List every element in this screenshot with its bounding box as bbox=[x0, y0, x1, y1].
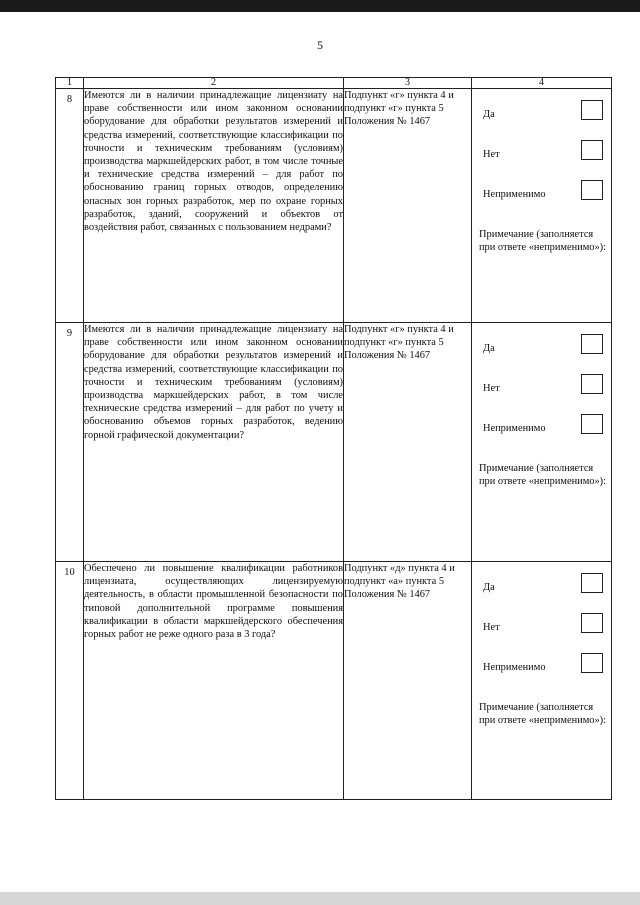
legal-reference: Подпункт «г» пункта 4 и подпункт «г» пункта 5 Положения № 1467 bbox=[344, 89, 472, 323]
row-number: 10 bbox=[56, 562, 84, 800]
scan-bottom-edge bbox=[0, 892, 640, 905]
option-yes-label: Да bbox=[483, 582, 495, 593]
option-no bbox=[472, 134, 611, 174]
option-no-label: Нет bbox=[483, 383, 500, 394]
legal-reference: Подпункт «д» пункта 4 и подпункт «а» пункта 5 Положения № 1467 bbox=[344, 562, 472, 800]
scan-top-border bbox=[0, 0, 640, 12]
row-number: 9 bbox=[56, 323, 84, 562]
legal-reference: Подпункт «г» пункта 4 и подпункт «г» пункта 5 Положения № 1467 bbox=[344, 323, 472, 562]
answer-cell bbox=[472, 562, 612, 800]
note-text: Примечание (заполняется при ответе «неприменимо»): bbox=[479, 229, 607, 254]
option-yes bbox=[472, 567, 611, 607]
option-yes-label: Да bbox=[483, 109, 495, 120]
note-text: Примечание (заполняется при ответе «неприменимо»): bbox=[479, 702, 607, 727]
option-not-applicable-label: Неприменимо bbox=[483, 189, 546, 200]
header-row bbox=[56, 78, 612, 89]
option-yes-label: Да bbox=[483, 343, 495, 354]
no-checkbox[interactable] bbox=[581, 374, 603, 394]
option-no bbox=[472, 607, 611, 647]
yes-checkbox[interactable] bbox=[581, 100, 603, 120]
no-checkbox[interactable] bbox=[581, 613, 603, 633]
question-text: Имеются ли в наличии принадлежащие лицензиату на праве собственности или ином законном основании оборудование для обработки результатов измерений и средства измерений, соответствующие классификации по точности и техническим требованиям (условиям) производства маркшейдерских работ, в том числе технические средства измерений – для работ по учету и обоснованию объемов горных разработок, ведению горной графической документации? bbox=[84, 323, 344, 562]
page-number: 5 bbox=[317, 38, 323, 52]
not-applicable-checkbox[interactable] bbox=[581, 414, 603, 434]
option-no-label: Нет bbox=[483, 622, 500, 633]
header-col-2: 2 bbox=[84, 78, 344, 89]
option-not-applicable bbox=[472, 408, 611, 448]
option-not-applicable-label: Неприменимо bbox=[483, 423, 546, 434]
option-not-applicable bbox=[472, 647, 611, 687]
checklist-table bbox=[55, 77, 612, 800]
question-text: Имеются ли в наличии принадлежащие лицензиату на праве собственности или ином законном основании оборудование для обработки результатов измерений и средства измерений, соответствующие классификации по точности и техническим требованиям (условиям) производства маркшейдерских работ, в том числе точные и технические средства измерений – для работ по обоснованию границ горных отводов, определению опасных зон горных разработок, мер по охране горных разработок, зданий, сооружений и объектов от воздействия работ, связанных с пользованием недрами? bbox=[84, 89, 344, 323]
option-no-label: Нет bbox=[483, 149, 500, 160]
header-col-3: 3 bbox=[344, 78, 472, 89]
not-applicable-checkbox[interactable] bbox=[581, 653, 603, 673]
header-col-1: 1 bbox=[56, 78, 84, 89]
question-text: Обеспечено ли повышение квалификации работников лицензиата, осуществляющих лицензируемую деятельность, в области промышленной безопасности по типовой дополнительной программе повышения квалификации в области маркшейдерского обеспечения горных работ не реже одного раза в 3 года? bbox=[84, 562, 344, 800]
header-col-4: 4 bbox=[472, 78, 612, 89]
answer-cell bbox=[472, 323, 612, 562]
checklist-row-8 bbox=[56, 89, 612, 323]
yes-checkbox[interactable] bbox=[581, 334, 603, 354]
option-not-applicable bbox=[472, 174, 611, 214]
answer-cell bbox=[472, 89, 612, 323]
yes-checkbox[interactable] bbox=[581, 573, 603, 593]
option-yes bbox=[472, 328, 611, 368]
checklist-row-9 bbox=[56, 323, 612, 562]
row-number: 8 bbox=[56, 89, 84, 323]
option-not-applicable-label: Неприменимо bbox=[483, 662, 546, 673]
option-yes bbox=[472, 94, 611, 134]
no-checkbox[interactable] bbox=[581, 140, 603, 160]
note-text: Примечание (заполняется при ответе «неприменимо»): bbox=[479, 463, 607, 488]
not-applicable-checkbox[interactable] bbox=[581, 180, 603, 200]
checklist-row-10 bbox=[56, 562, 612, 800]
option-no bbox=[472, 368, 611, 408]
